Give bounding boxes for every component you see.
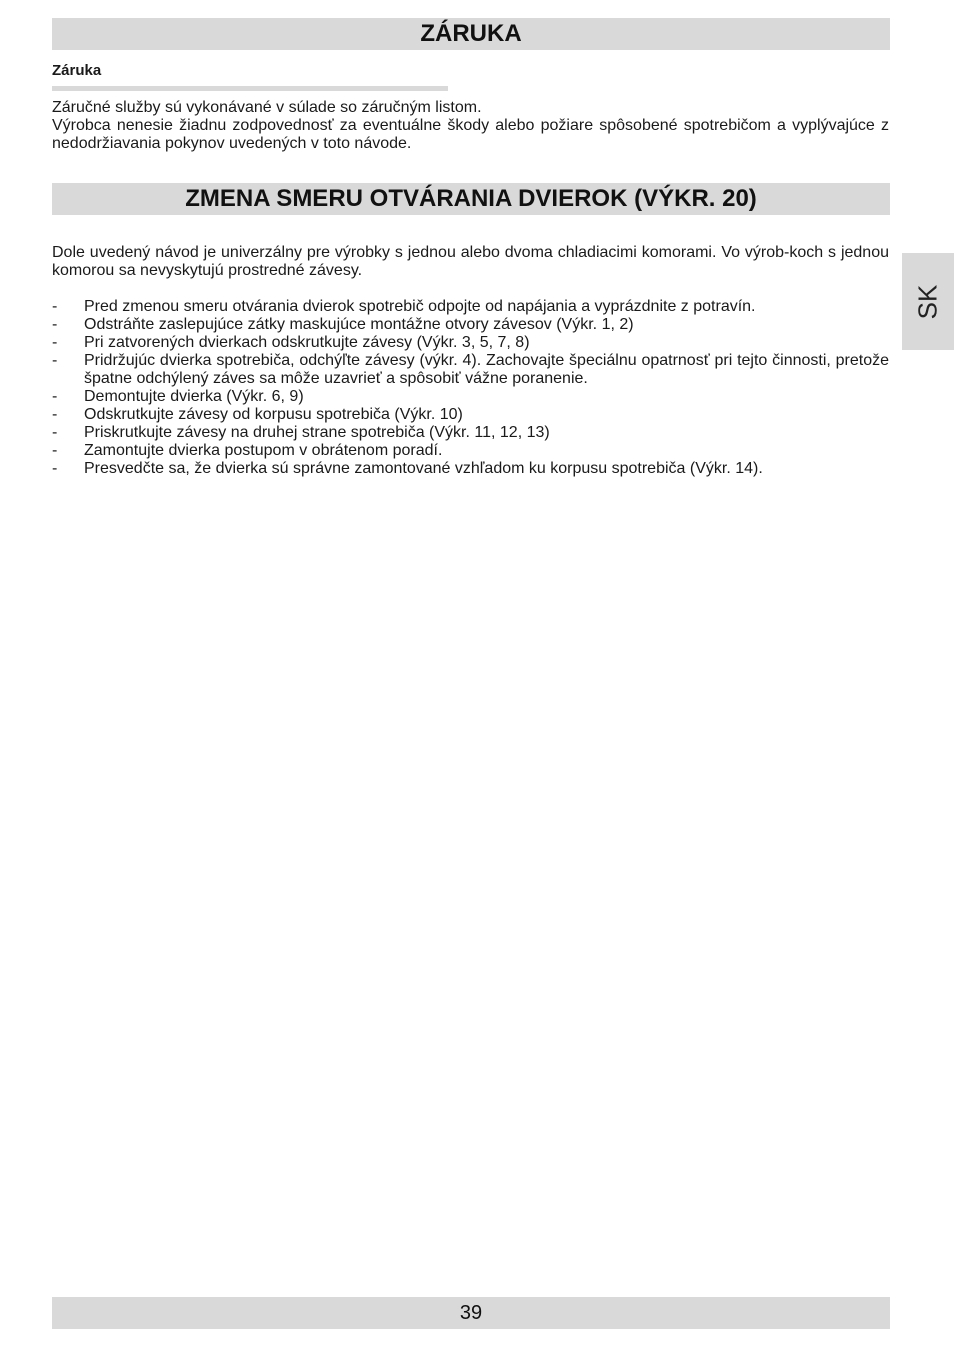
door-reversal-intro bbox=[52, 244, 889, 280]
warranty-text bbox=[52, 99, 889, 153]
step-item: - Zamontujte dvierka postupom v obrátenom poradí. bbox=[52, 442, 889, 460]
language-tab bbox=[902, 253, 954, 350]
step-item: - Presvedčte sa, že dvierka sú správne zamontované vzhľadom ku korpusu spotrebiča (Výkr. 14). bbox=[52, 460, 889, 478]
page-number: 39 bbox=[52, 1297, 890, 1329]
section-title-door-reversal: ZMENA SMERU OTVÁRANIA DVIEROK (VÝKR. 20) bbox=[52, 183, 890, 215]
language-tab-label: SK bbox=[912, 284, 943, 319]
step-item: - Pred zmenou smeru otvárania dvierok spotrebič odpojte od napájania a vyprázdnite z potravín. bbox=[52, 298, 889, 316]
step-item: - Pridržujúc dvierka spotrebiča, odchýľte závesy (výkr. 4). Zachovajte špeciálnu opatrnosť pri tejto činnosti, pretože špatne odchýlený záves sa môže uzavrieť a spôsobiť vážne poranenie. bbox=[52, 352, 889, 388]
step-item: - Priskrutkujte závesy na druhej strane spotrebiča (Výkr. 11, 12, 13) bbox=[52, 424, 889, 442]
step-item: - Pri zatvorených dvierkach odskrutkujte závesy (Výkr. 3, 5, 7, 8) bbox=[52, 334, 889, 352]
step-item: - Odskrutkujte závesy od korpusu spotrebiča (Výkr. 10) bbox=[52, 406, 889, 424]
door-reversal-steps bbox=[52, 298, 889, 478]
warranty-line: Výrobca nenesie žiadnu zodpovednosť za eventuálne škody alebo požiare spôsobené spotrebičom a vyplývajúce z nedodržiavania pokynov uvedených v toto návode. bbox=[52, 117, 889, 152]
warranty-line: Záručné služby sú vykonávané v súlade so záručným listom. bbox=[52, 99, 482, 116]
step-item: - Odstráňte zaslepujúce zátky maskujúce montážne otvory závesov (Výkr. 1, 2) bbox=[52, 316, 889, 334]
section-title-warranty: ZÁRUKA bbox=[52, 18, 890, 50]
subsection-underline bbox=[52, 86, 448, 91]
subsection-title-warranty: Záruka bbox=[52, 62, 102, 79]
intro-text: Dole uvedený návod je univerzálny pre výrobky s jednou alebo dvoma chladiacimi komorami. Vo výrob-koch s jednou komorou sa nevyskytujú prostredné závesy. bbox=[52, 244, 889, 279]
step-item: - Demontujte dvierka (Výkr. 6, 9) bbox=[52, 388, 889, 406]
